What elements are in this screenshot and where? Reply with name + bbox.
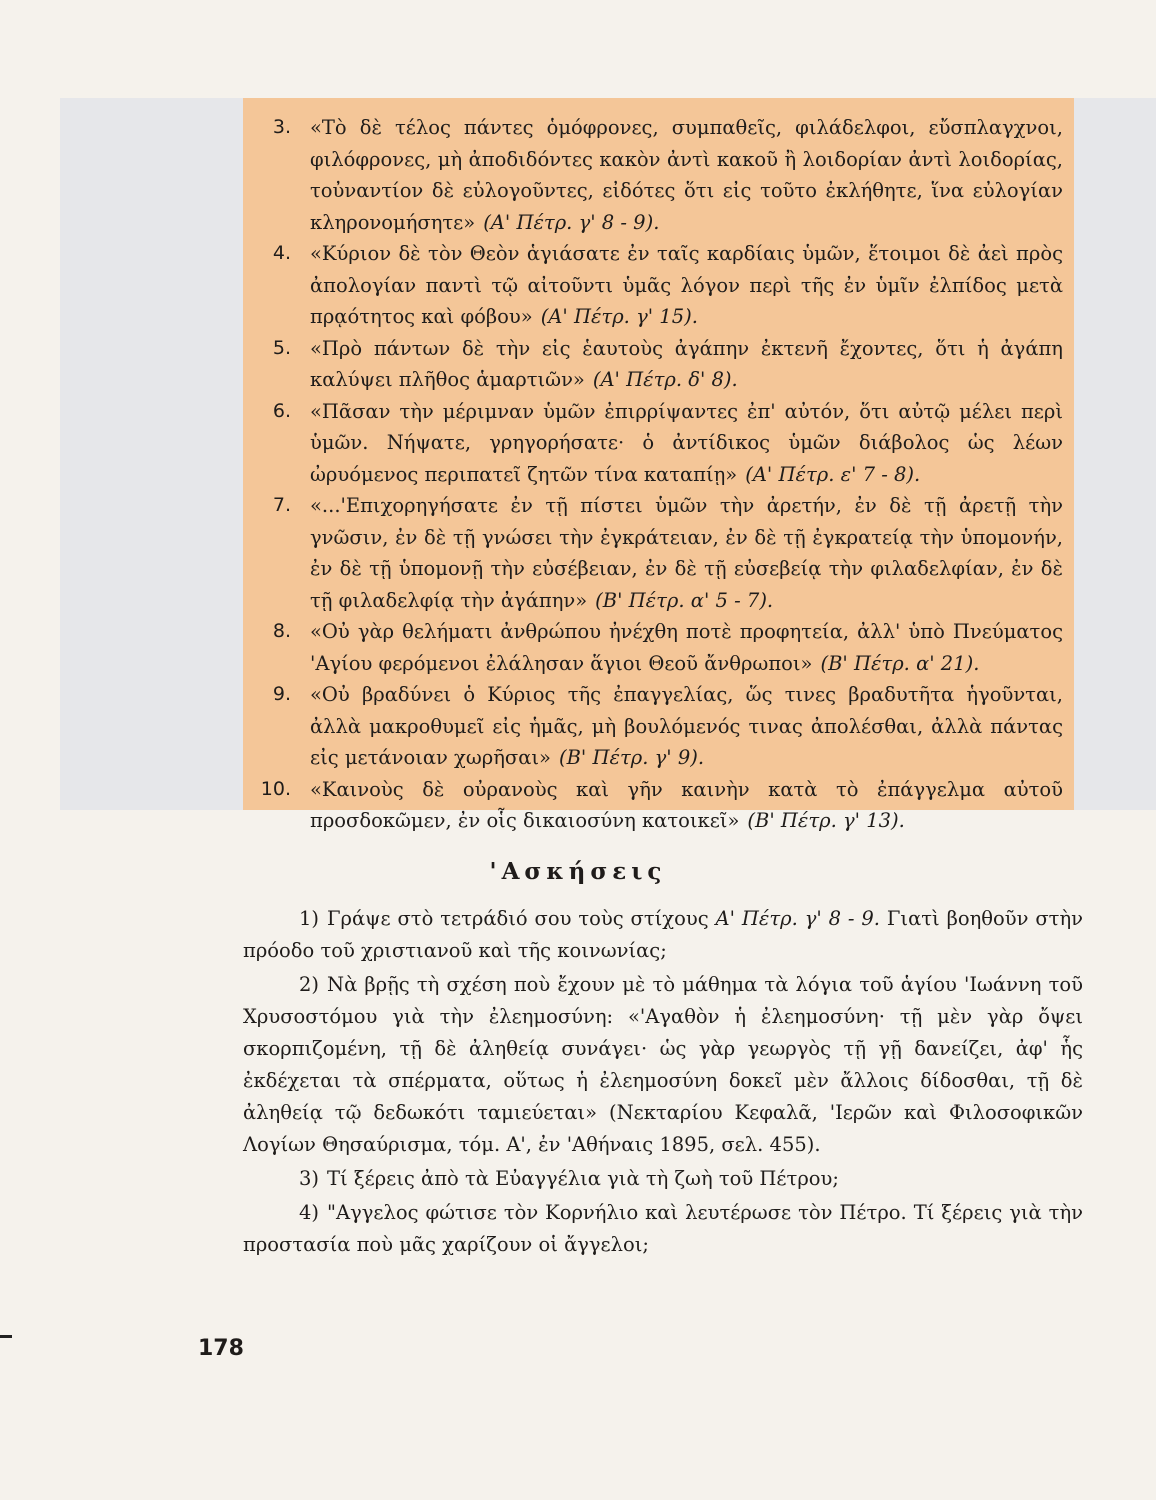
quote-item [243,490,1063,616]
exercise-item [243,969,1083,1161]
quote-text: «Καινοὺς δὲ οὐρανοὺς καὶ γῆν καινὴν κατὰ τὸ ἐπάγγελμα αὐτοῦ προσδοκῶμεν, ἐν οἷς δικαιοσύνη κατοικεῖ» [310,777,1063,832]
quote-number: 4. [272,242,291,264]
quote-item [243,238,1063,333]
quote-reference: (Α' Πέτρ. ε' 7 - 8). [745,462,921,486]
exercise-text: "Αγγελος φώτισε τὸν Κορνήλιο καὶ λευτέρωσε τὸν Πέτρο. Τί ξέρεις γιὰ τὴν προστασία ποὺ μᾶς χαρίζουν οἱ ἄγγελοι; [243,1201,1083,1256]
quote-text: «Οὐ βραδύνει ὁ Κύριος τῆς ἐπαγγελίας, ὥς τινες βραδυτῆτα ἡγοῦνται, ἀλλὰ μακροθυμεῖ εἰς ἡμᾶς, μὴ βουλόμενός τινας ἀπολέσθαι, ἀλλὰ πάντας εἰς μετάνοιαν χωρῆσαι» [310,683,1063,769]
quote-reference: (Α' Πέτρ. γ' 8 - 9). [483,210,660,234]
exercise-item [243,903,1083,967]
quote-text: «Πρὸ πάντων δὲ τὴν εἰς ἑαυτοὺς ἀγάπην ἐκτενῆ ἔχοντες, ὅτι ἡ ἀγάπη καλύψει πλῆθος ἁμαρτιῶν» [310,336,1063,391]
quote-number: 8. [272,620,291,642]
quote-text: «Κύριον δὲ τὸν Θεὸν ἁγιάσατε ἐν ταῖς καρδίαις ὑμῶν, ἕτοιμοι δὲ ἀεὶ πρὸς ἀπολογίαν παντὶ τῷ αἰτοῦντι ὑμᾶς λόγον περὶ τῆς ἐν ὑμῖν ἐλπίδος μετὰ πρᾳότητος καὶ φόβου» [310,242,1063,328]
quote-item [243,396,1063,491]
page-number: 178 [198,1336,244,1361]
exercise-item [243,1197,1083,1261]
quote-reference: (Β' Πέτρ. α' 21). [820,651,980,675]
quote-number: 7. [272,494,291,516]
quote-text: «Οὐ γὰρ θελήματι ἀνθρώπου ἠνέχθη ποτὲ προφητεία, ἀλλ' ὑπὸ Πνεύματος 'Αγίου φερόμενοι ἐλάλησαν ἅγιοι Θεοῦ ἄνθρωποι» [310,620,1063,675]
quote-list [243,112,1063,837]
quote-item [243,616,1063,679]
exercise-number: 3) [299,1167,320,1190]
exercise-text: Νὰ βρῇς τὴ σχέση ποὺ ἔχουν μὲ τὸ μάθημα τὰ λόγια τοῦ ἁγίου 'Ιωάννη τοῦ Χρυσοστόμου γιὰ τὴν ἐλεημοσύνη: «'Αγαθὸν ἡ ἐλεημοσύνη· τῇ μὲν γὰρ ὄψει σκορπιζομένη, τῇ δὲ ἀληθείᾳ συνάγει· ὡς γὰρ γεωργὸς τῇ γῇ δανείζει, ἀφ' ἧς ἐκδέχεται τὰ σπέρματα, οὕτως ἡ ἐλεημοσύνη δοκεῖ μὲν ἄλλοις δίδοσθαι, τῇ δὲ ἀληθείᾳ τῷ δεδωκότι ταμιεύεται» (Νεκταρίου Κεφαλᾶ, 'Ιερῶν καὶ Φιλοσοφικῶν Λογίων Θησαύρισμα, τόμ. Α', ἐν 'Αθήναις 1895, σελ. 455). [243,973,1083,1156]
quote-reference: (Β' Πέτρ. γ' 9). [558,746,705,769]
quote-number: 10. [260,777,291,800]
exercise-list [243,903,1083,1263]
quote-text: «Πᾶσαν τὴν μέριμναν ὑμῶν ἐπιρρίψαντες ἐπ' αὐτόν, ὅτι αὐτῷ μέλει περὶ ὑμῶν. Νήψατε, γρηγορήσατε· ὁ ἀντίδικος ὑμῶν διάβολος ὡς λέων ὠρυόμενος περιπατεῖ ζητῶν τίνα καταπίῃ» [310,399,1063,486]
exercise-number: 4) [299,1201,320,1224]
quote-item [243,679,1063,774]
quote-item [243,774,1063,837]
exercise-item [243,1163,1083,1195]
quote-text: «...'Επιχορηγήσατε ἐν τῇ πίστει ὑμῶν τὴν ἀρετήν, ἐν δὲ τῇ ἀρετῇ τὴν γνῶσιν, ἐν δὲ τῇ γνώσει τὴν ἐγκράτειαν, ἐν δὲ τῇ ἐγκρατείᾳ τὴν ὑπομονήν, ἐν δὲ τῇ ὑπομονῇ τὴν εὐσέβειαν, ἐν δὲ τῇ εὐσεβείᾳ τὴν φιλαδελφίαν, ἐν δὲ τῇ φιλαδελφίᾳ τὴν ἀγάπην» [310,494,1063,612]
exercise-text: Τί ξέρεις ἀπὸ τὰ Εὐαγγέλια γιὰ τὴ ζωὴ τοῦ Πέτρου; [327,1167,839,1190]
exercise-reference: Α' Πέτρ. γ' 8 - 9. [715,907,880,930]
quote-text: «Τὸ δὲ τέλος πάντες ὁμόφρονες, συμπαθεῖς, φιλάδελφοι, εὔσπλαγχνοι, φιλόφρονες, μὴ ἀποδιδόντες κακὸν ἀντὶ κακοῦ ἢ λοιδορίαν ἀντὶ λοιδορίας, τοὐναντίον δὲ εὐλογοῦντες, εἰδότες ὅτι εἰς τοῦτο ἐκλήθητε, ἵνα εὐλογίαν κληρονομήσητε» [310,116,1063,234]
exercise-number: 2) [299,973,320,996]
exercise-number: 1) [299,907,320,930]
quote-reference: (Β' Πέτρ. γ' 13). [747,809,905,832]
exercise-text: Γράψε στὸ τετράδιό σου τοὺς στίχους [327,907,709,930]
quote-number: 9. [272,683,291,705]
quote-item [243,112,1063,238]
quote-number: 5. [272,336,291,359]
quote-number: 3. [272,116,291,138]
quote-item [243,333,1063,396]
exercise-text-tail: Γιατὶ βοηθοῦν στὴν πρόοδο τοῦ χριστιανοῦ καὶ τῆς κοινωνίας; [243,907,1083,962]
margin-mark [0,1335,12,1338]
quote-reference: (Β' Πέτρ. α' 5 - 7). [595,588,774,612]
quote-reference: (Α' Πέτρ. γ' 15). [540,305,698,328]
quote-number: 6. [272,399,291,422]
quote-reference: (Α' Πέτρ. δ' 8). [592,368,738,391]
exercises-heading: 'Ασκήσεις [489,858,667,885]
